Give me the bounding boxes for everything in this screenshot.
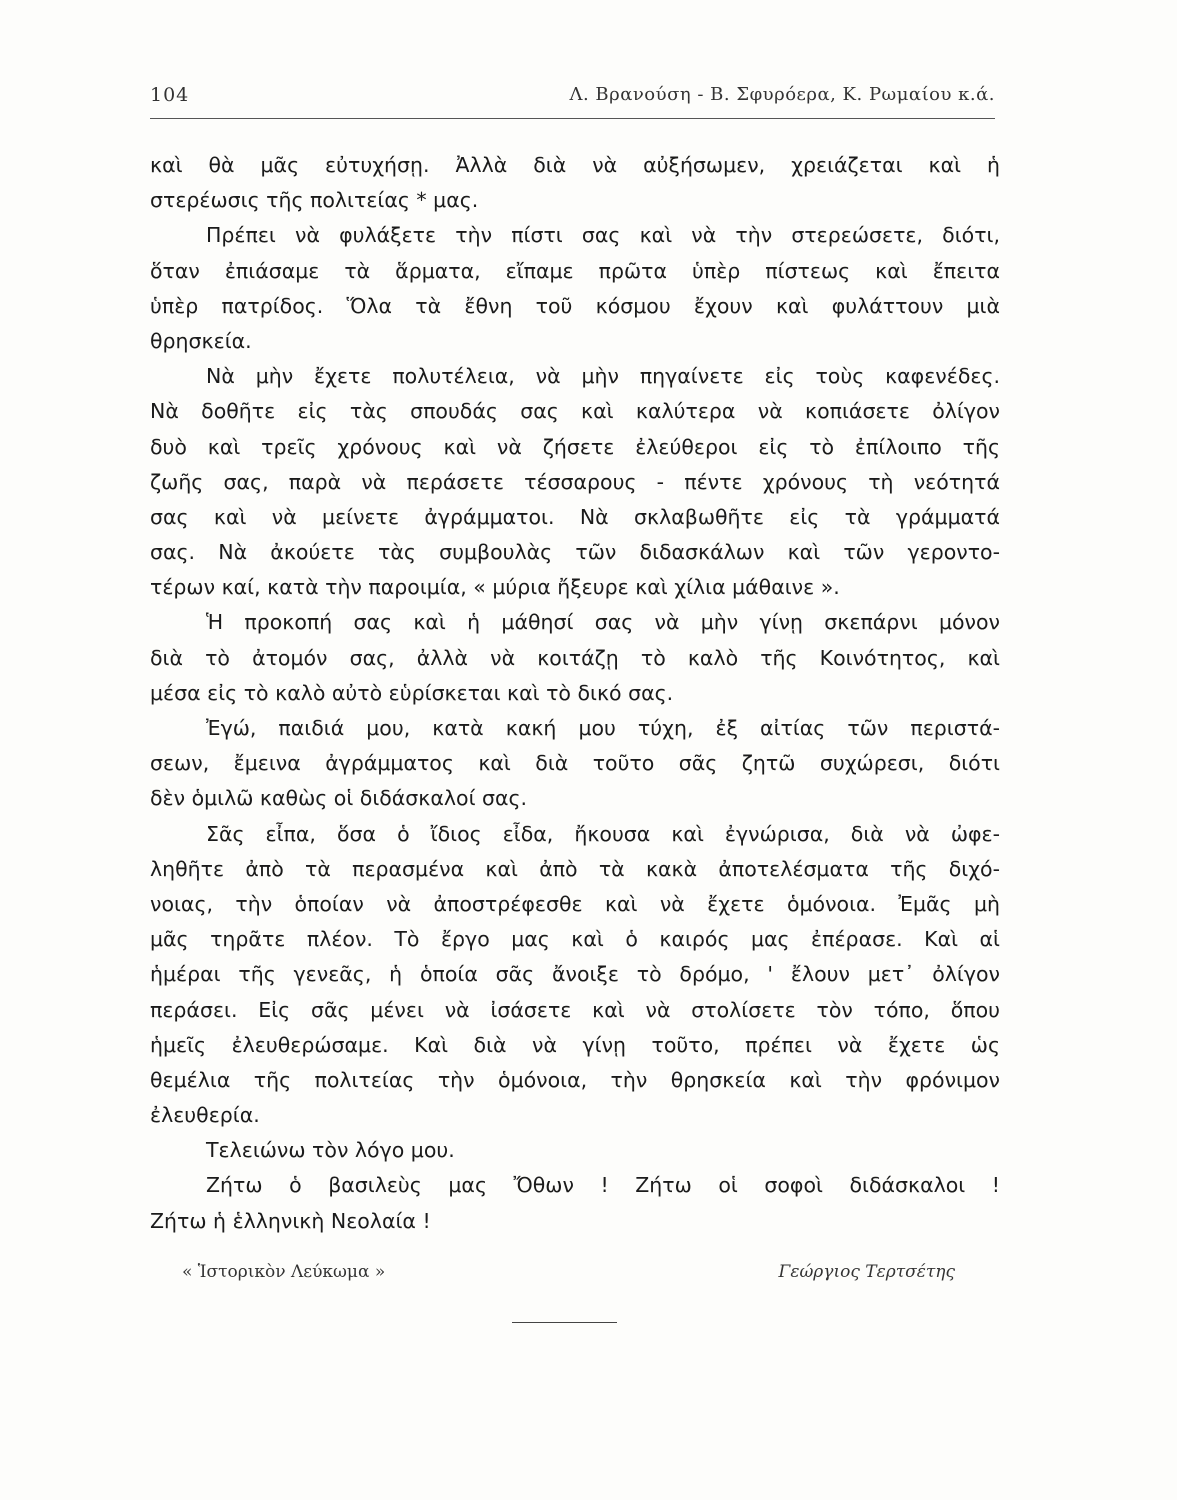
text-line: διὰ τὸ ἀτομόν σας, ἀλλὰ νὰ κοιτάζῃ τὸ καλὸ τῆς Κοινότητος, καὶ: [150, 645, 1000, 670]
text-line: ἐλευθερία.: [150, 1103, 260, 1128]
text-line: Πρέπει νὰ φυλάξετε τὴν πίστι σας καὶ νὰ τὴν στερεώσετε, διότι,: [206, 223, 1000, 248]
text-line: θρησκεία.: [150, 328, 252, 353]
running-head: Λ. Βρανούση - Β. Σφυρόερα, Κ. Ρωμαίου κ.ά.: [569, 84, 995, 105]
text-line: Ἡ προκοπή σας καὶ ἡ μάθησί σας νὰ μὴν γίνῃ σκεπάρνι μόνον: [206, 610, 1000, 635]
text-line: σας καὶ νὰ μείνετε ἀγράμματοι. Νὰ σκλαβωθῆτε εἰς τὰ γράμματά: [150, 504, 1000, 529]
author-name: Γεώργιος Τερτσέτης: [778, 1262, 955, 1282]
text-line: Ζήτω ὁ βασιλεὺς μας Ὄθων ! Ζήτω οἱ σοφοὶ διδάσκαλοι !: [206, 1173, 1000, 1198]
text-line: σεων, ἔμεινα ἀγράμματος καὶ διὰ τοῦτο σᾶς ζητῶ συχώρεσι, διότι: [150, 751, 1000, 776]
text-line: ἡμέραι τῆς γενεᾶς, ἡ ὁποία σᾶς ἄνοιξε τὸ δρόμο, ' ἔλουν μετ᾽ ὀλίγον: [150, 962, 1000, 987]
text-line: Ζήτω ἡ ἑλληνικὴ Νεολαία !: [150, 1208, 431, 1233]
attribution: [150, 1262, 995, 1292]
text-line: δυὸ καὶ τρεῖς χρόνους καὶ νὰ ζήσετε ἐλεύθεροι εἰς τὸ ἐπίλοιπο τῆς: [150, 434, 1000, 459]
text-line: μᾶς τηρᾶτε πλέον. Τὸ ἔργο μας καὶ ὁ καιρός μας ἐπέρασε. Καὶ αἱ: [150, 927, 1000, 952]
text-line: Νὰ μὴν ἔχετε πολυτέλεια, νὰ μὴν πηγαίνετε εἰς τοὺς καφενέδες.: [206, 364, 1000, 389]
text-line: ἡμεῖς ἐλευθερώσαμε. Καὶ διὰ νὰ γίνῃ τοῦτο, πρέπει νὰ ἔχετε ὡς: [150, 1032, 1000, 1057]
text-line: Τελειώνω τὸν λόγο μου.: [206, 1138, 455, 1163]
text-line: στερέωσις τῆς πολιτείας * μας.: [150, 188, 479, 213]
text-line: μέσα εἰς τὸ καλὸ αὐτὸ εὑρίσκεται καὶ τὸ δικό σας.: [150, 680, 674, 705]
source-citation: « Ἱστορικὸν Λεύκωμα »: [182, 1262, 386, 1282]
text-line: σας. Νὰ ἀκούετε τὰς συμβουλὰς τῶν διδασκάλων καὶ τῶν γεροντο-: [150, 540, 1000, 565]
header-rule: [150, 118, 995, 119]
text-line: ὑπὲρ πατρίδος. Ὅλα τὰ ἔθνη τοῦ κόσμου ἔχουν καὶ φυλάττουν μιὰ: [150, 293, 1000, 318]
text-line: Νὰ δοθῆτε εἰς τὰς σπουδάς σας καὶ καλύτερα νὰ κοπιάσετε ὀλίγον: [150, 399, 1000, 424]
text-line: ὅταν ἐπιάσαμε τὰ ἅρματα, εἴπαμε πρῶτα ὑπὲρ πίστεως καὶ ἔπειτα: [150, 258, 1000, 283]
text-line: περάσει. Εἰς σᾶς μένει νὰ ἰσάσετε καὶ νὰ στολίσετε τὸν τόπο, ὅπου: [150, 997, 1000, 1022]
page-number: 104: [150, 84, 190, 106]
text-line: νοιας, τὴν ὁποίαν νὰ ἀποστρέφεσθε καὶ νὰ ἔχετε ὁμόνοια. Ἐμᾶς μὴ: [150, 891, 1000, 916]
text-line: θεμέλια τῆς πολιτείας τὴν ὁμόνοια, τὴν θρησκεία καὶ τὴν φρόνιμον: [150, 1067, 1000, 1092]
text-line: Σᾶς εἶπα, ὅσα ὁ ἴδιος εἶδα, ἤκουσα καὶ ἐγνώρισα, διὰ νὰ ὠφε-: [206, 821, 1000, 846]
text-line: τέρων καί, κατὰ τὴν παροιμία, « μύρια ἤξευρε καὶ χίλια μάθαινε ».: [150, 575, 840, 600]
text-line: δὲν ὁμιλῶ καθὼς οἱ διδάσκαλοί σας.: [150, 786, 528, 811]
body-text: [150, 148, 1000, 1239]
text-line: Ἐγώ, παιδιά μου, κατὰ κακή μου τύχη, ἐξ αἰτίας τῶν περιστά-: [206, 716, 1000, 740]
page-header: [150, 80, 995, 110]
text-line: καὶ θὰ μᾶς εὐτυχήσῃ. Ἀλλὰ διὰ νὰ αὐξήσωμεν, χρειάζεται καὶ ἡ: [150, 153, 1000, 177]
end-rule: [512, 1322, 617, 1323]
text-line: ζωῆς σας, παρὰ νὰ περάσετε τέσσαρους - πέντε χρόνους τὴ νεότητά: [150, 469, 1000, 494]
text-line: ληθῆτε ἀπὸ τὰ περασμένα καὶ ἀπὸ τὰ κακὰ ἀποτελέσματα τῆς διχό-: [150, 856, 1000, 881]
